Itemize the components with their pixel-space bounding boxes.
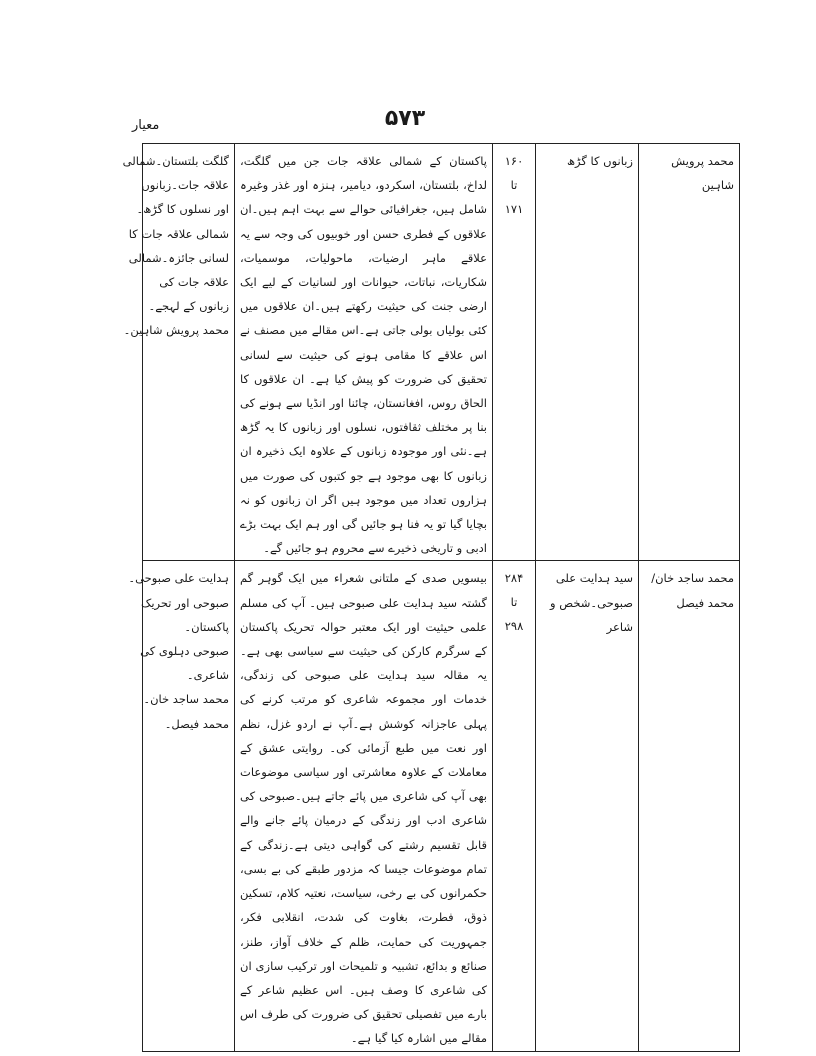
pages-cell: [493, 561, 536, 1051]
page-from: ۱۶۰: [504, 154, 524, 168]
keyword-line: محمد فیصل۔: [164, 716, 229, 731]
page-from: ۲۸۴: [504, 571, 524, 586]
keyword-line: صبوحی اور تحریک: [141, 595, 229, 610]
title-cell: سید ہدایت علی صبوحی۔شخص و شاعر: [536, 561, 639, 1051]
author-cell: محمد پرویش شاہین: [639, 144, 740, 561]
keyword-line: شمالی علاقہ جات کا: [128, 226, 229, 241]
article-index-table: [122, 143, 740, 1052]
summary-text: پاکستان کے شمالی علاقہ جات جن میں گلگت، لداخ، بلتستان، اسکردو، دیامیر، ہنزہ اور غذر وغیرہ شامل ہیں، جغرافیائی حوالے سے بہت اہم ہیں۔ان علاقوں کے فطری حسن اور خوبیوں کی وجہ سے یہ علاقے ماہر ارضیات، ماحولیات، موسمیات، شکاریات، نباتات، حیوانات اور لسانیات کے لیے ایک ارضی جنت کی حیثیت رکھتے ہیں۔ان علاقوں میں کئی بولیاں بولی جاتی ہے۔اس مقالے میں مصنف نے اس علاقے کا مقامی ہونے کی حیثیت سے لسانی تحقیق کی ضرورت کو پیش کیا ہے۔ ان علاقوں کا الحاق روس، افغانستان، چائنا اور انڈیا سے ہونے کی بنا پر مختلف ثقافتوں، نسلوں اور زبانوں کا یہ گڑھ ہے۔نئی اور موجودہ زبانوں کے علاوہ ایک ذخیرہ ان زبانوں کا بھی موجود ہے جو کتبوں کی صورت میں ہزاروں تعداد میں موجود ہیں اگر ان زبانوں کو نہ بچایا گیا تو یہ فنا ہو جائیں گی اور ہم ایک بہت بڑے ادبی و تاریخی ذخیرے سے محروم ہو جائیں گے۔: [240, 154, 487, 556]
keyword-line: ہدایت علی صبوحی۔: [128, 571, 229, 586]
keyword-line: محمد پرویش شاہین۔: [123, 323, 229, 338]
keyword-line: زبانوں کے لہجے۔: [148, 299, 229, 314]
keyword-line: صبوحی دہلوی کی: [140, 644, 229, 659]
keyword-line: اور نسلوں کا گڑھ۔: [136, 202, 229, 217]
keywords-cell: [122, 144, 235, 561]
page-to: ۱۷۱: [504, 202, 524, 216]
summary-cell: [235, 561, 493, 1051]
table-row: [143, 561, 740, 1051]
page-number: ۵۷۳: [384, 106, 426, 131]
summary-text: بیسویں صدی کے ملتانی شعراء میں ایک گوہر گم گشتہ سید ہدایت علی صبوحی ہیں۔ آپ کی مسلم علمی حیثیت اور ایک معتبر حوالہ تحریک پاکستان کے سرگرم کارکن کی حیثیت سے سیاسی بھی ہے۔ یہ مقالہ سید ہدایت علی صبوحی کی زندگی، خدمات اور مجموعہ شاعری کو مرتب کرنے کی پہلی عاجزانہ کوشش ہے۔آپ نے اردو غزل، نظم اور نعت میں طبع آزمائی کی۔ روایتی عشق کے معاملات کے علاوہ معاشرتی اور سیاسی موضوعات بھی آپ کی شاعری میں پائے جاتے ہیں۔صبوحی کی شاعری ادب اور زندگی کے درمیان پائے جانے والے قابل تقسیم رشتے کی گواہی دیتی ہے۔زندگی کے تمام موضوعات جیسا کہ مزدور طبقے کی بے بسی، حکمرانوں کی بے رخی، سیاست، نعتیہ کلام، تسکین ذوق، فطرت، بغاوت کی شدت، انقلابی فکر، جمہوریت کی حمایت، ظلم کے خلاف آواز، طنز، صنائع و بدائع، تشبیہ و تلمیحات اور ترکیب سازی ان کی شاعری کا وصف ہیں۔ اس عظیم شاعر کے بارے میں تفصیلی تحقیق کی ضرورت کی طرف اس مقالے میں اشارہ کیا گیا ہے۔: [240, 571, 487, 1046]
keyword-line: شاعری۔: [186, 668, 229, 683]
keyword-line: لسانی جائزہ۔شمالی: [128, 250, 229, 265]
page-to: ۲۹۸: [504, 619, 524, 634]
author-cell: محمد ساجد خان/ محمد فیصل: [639, 561, 740, 1051]
summary-cell: [235, 144, 493, 561]
keywords-cell: [128, 561, 235, 1051]
keyword-line: پاکستان۔: [184, 619, 229, 634]
running-head: معیار: [132, 118, 160, 133]
pages-cell: [493, 144, 536, 561]
keyword-line: گلگت بلتستان۔شمالی: [122, 154, 229, 168]
table-row: [143, 144, 740, 561]
keyword-line: علاقہ جات۔زبانوں: [141, 178, 229, 193]
title-cell: زبانوں کا گڑھ: [536, 144, 639, 561]
keyword-line: علاقہ جات کی: [159, 275, 229, 290]
page-to-word: تا: [510, 595, 518, 610]
page-to-word: تا: [510, 178, 518, 192]
keyword-line: محمد ساجد خان۔: [143, 692, 229, 707]
